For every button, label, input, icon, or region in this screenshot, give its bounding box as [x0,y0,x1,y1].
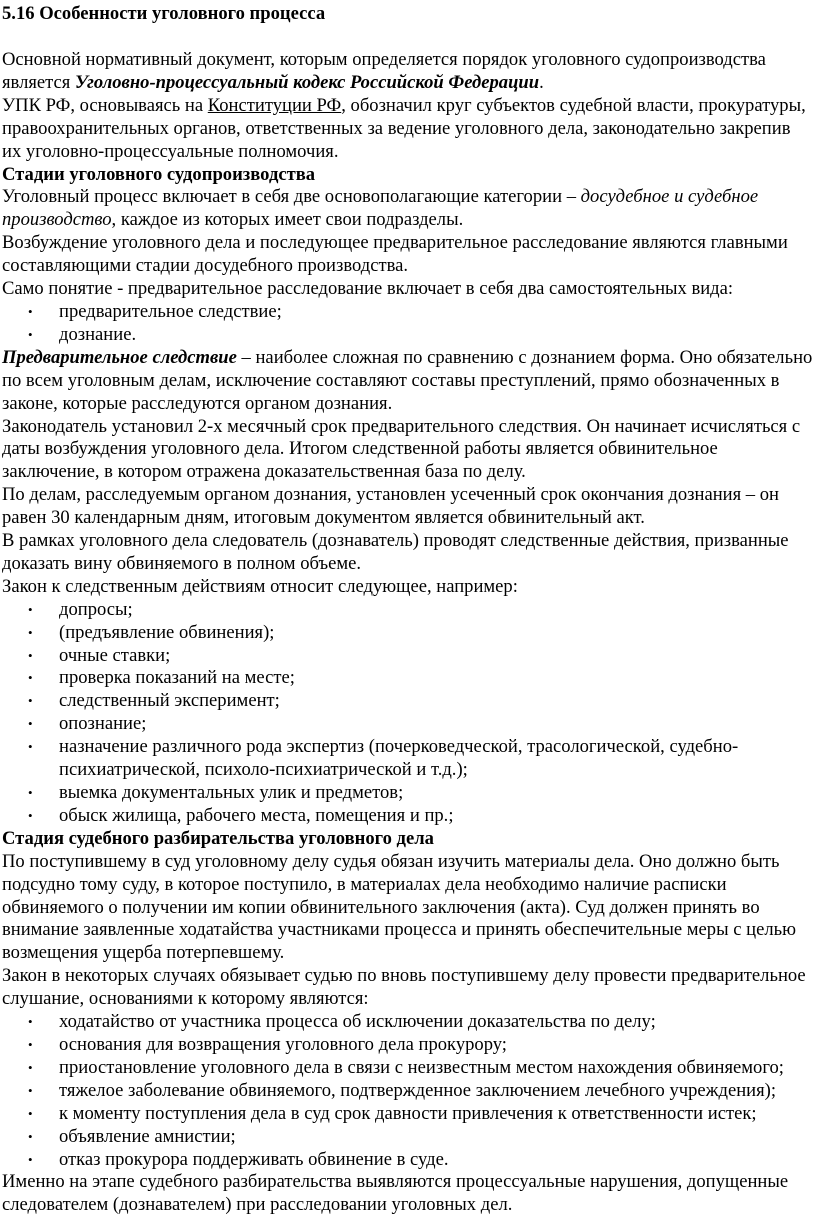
emphasis-preliminary-investigation: Предварительное следствие [2,346,237,368]
paragraph-preliminary-hearing: Закон в некоторых случаях обязывает судью по вновь поступившему делу провести предварительное слушание, основаниями к которому являются: [2,965,806,1010]
bullet-icon: • [28,624,33,640]
list-item-text: к моменту поступления дела в суд срок давности привлечения к ответственности истек; [59,1102,757,1124]
text: УПК РФ, основываясь на [2,94,208,116]
text: , каждое из которых имеет свои подразделы. [111,209,464,231]
bullet-icon: • [28,1128,33,1144]
text: , обозначил круг субъектов судебной власти, прокуратуры, правоохранительных органов, ответственных за ведение уголовного дела, законодательно закрепив их уголовно-процессуальные полномочия. [2,94,806,162]
paragraph-upk [2,95,814,164]
list-item [2,736,814,782]
paragraph-violations: Именно на этапе судебного разбирательства выявляются процессуальные нарушения, допущенные следователем (дознавателем) при расследовании уголовных дел. [2,1171,789,1216]
paragraph-investigation-types: Само понятие - предварительное расследование включает в себя два самостоятельных вида: [2,278,734,300]
paragraph-initiation: Возбуждение уголовного дела и последующее предварительное расследование являются главными составляющими стадии досудебного производства. [2,232,788,277]
list-item-text: отказ прокурора поддерживать обвинение в суде. [59,1148,449,1170]
paragraph-main-document [2,49,814,95]
list-item-text: ходатайство от участника процесса об исключении доказательства по делу; [59,1011,656,1033]
list-item [2,1011,814,1034]
text: Уголовный процесс включает в себя две основополагающие категории – [2,186,581,208]
emphasis-upk-name: Уголовно-процессуальный кодекс Российской Федерации [74,71,540,93]
text: . [539,71,544,93]
list-item [2,645,814,668]
list-item-text: объявление амнистии; [59,1125,236,1147]
bullet-icon: • [28,716,33,732]
bullet-icon: • [28,670,33,686]
list-item-text: проверка показаний на месте; [59,667,295,689]
list-item [2,1057,814,1080]
list-item-text: назначение различного рода экспертиз (почерковедческой, трасологической, судебно-психиатрической, психоло-психиатрической и т.д.); [59,736,739,781]
constitution-link[interactable]: Конституции РФ [207,94,342,116]
bullet-icon: • [28,1059,33,1075]
bullet-icon: • [28,326,33,342]
list-item [2,1103,814,1126]
paragraph-term: Законодатель установил 2-х месячный срок предварительного следствия. Он начинает исчисляться с даты возбуждения уголовного дела. Итогом следственной работы является обвинительное заключение, в котором отражена доказательственная база по делу. [2,415,801,483]
list-item [2,1149,814,1172]
list-item-text: приостановление уголовного дела в связи с неизвестным местом нахождения обвиняемого; [59,1056,784,1078]
list-item [2,1080,814,1103]
list-item [2,599,814,622]
list-item [2,713,814,736]
blank-line [2,26,814,49]
paragraph-categories [2,186,814,232]
list-item-text: предварительное следствие; [59,300,282,322]
list-item [2,782,814,805]
list-item [2,1034,814,1057]
list-item-text: допросы; [59,598,133,620]
emphasis-categories: досудебное и судебное производство [2,186,759,231]
heading-stages: Стадии уголовного судопроизводства [2,163,316,185]
list-item [2,667,814,690]
paragraph-investigative-actions: В рамках уголовного дела следователь (дознаватель) проводят следственные действия, призванные доказать вину обвиняемого в полном объеме. [2,530,789,574]
list-hearing-grounds [2,1011,814,1171]
list-item-text: дознание. [59,323,137,345]
bullet-icon: • [28,1036,33,1052]
list-investigation-types [2,301,814,347]
bullet-icon: • [28,739,33,755]
bullet-icon: • [28,303,33,319]
bullet-icon: • [28,1014,33,1030]
bullet-icon: • [28,1105,33,1121]
list-item-text: тяжелое заболевание обвиняемого, подтвержденное заключением лечебного учреждения); [59,1079,777,1101]
heading-trial-stage: Стадия судебного разбирательства уголовного дела [2,827,434,849]
list-item-text: обыск жилища, рабочего места, помещения и пр.; [59,804,454,826]
list-item-text: (предъявление обвинения); [59,621,275,643]
paragraph-inquiry: По делам, расследуемым органом дознания, установлен усеченный срок окончания дознания – он равен 30 календарным дням, итоговым документом является обвинительный акт. [2,484,779,529]
bullet-icon: • [28,1151,33,1167]
text: – наиболее сложная по сравнению с дознанием форма. Оно обязательно по всем уголовным делам, исключение составляют составы преступлений, прямо обозначенных в законе, которые расследуются органом дознания. [2,346,813,414]
paragraph-preliminary-investigation [2,347,814,416]
document-title: 5.16 Особенности уголовного процесса [2,3,326,24]
list-item-text: выемка документальных улик и предметов; [59,782,404,803]
list-item-text: основания для возвращения уголовного дела прокурору; [59,1033,507,1055]
bullet-icon: • [28,1082,33,1098]
list-item [2,805,814,828]
paragraph-judge-duties: По поступившему в суд уголовному делу судья обязан изучить материалы дела. Оно должно быть подсудно тому суду, в которое поступило, в материалах дела необходимо наличие расписки обвиняемого о получении им копии обвинительного заключения (акта). Суд должен принять во внимание заявленные ходатайства участниками процесса и принять обеспечительные меры с целью возмещения ущерба потерпевшему. [2,850,797,964]
list-item [2,1126,814,1149]
bullet-icon: • [28,647,33,663]
paragraph-law-actions: Закон к следственным действиям относит следующее, например: [2,575,518,597]
bullet-icon: • [28,785,33,800]
list-item [2,324,814,347]
list-item-text: очные ставки; [59,644,171,666]
list-item-text: опознание; [59,713,147,735]
list-item [2,690,814,713]
list-item [2,301,814,324]
list-investigative-actions [2,599,814,828]
text: Основной нормативный документ, которым определяется порядок уголовного судопроизводства является [2,49,766,93]
list-item-text: следственный эксперимент; [59,690,280,712]
bullet-icon: • [28,601,33,617]
list-item [2,622,814,645]
bullet-icon: • [28,693,33,709]
bullet-icon: • [28,807,33,823]
